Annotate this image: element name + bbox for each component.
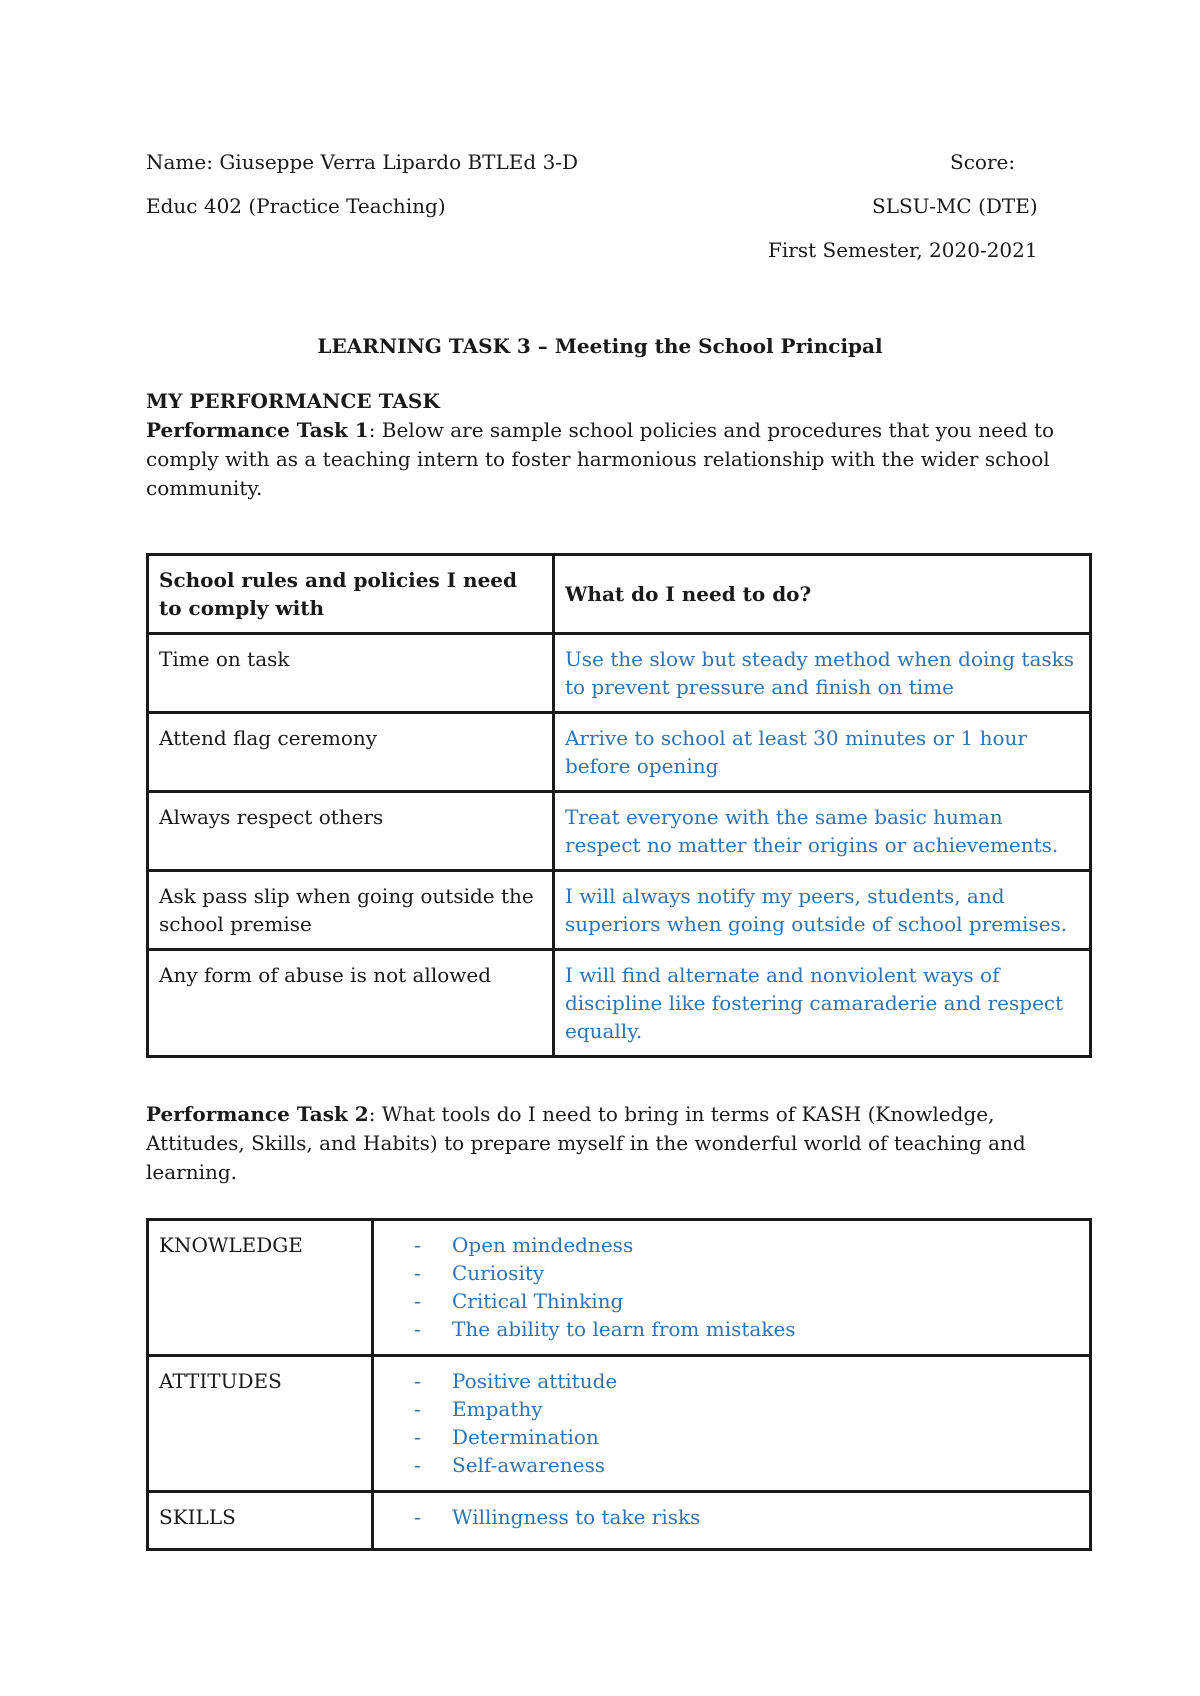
section-heading: MY PERFORMANCE TASK [146,389,440,413]
table-row [148,792,1091,871]
list-item: - Curiosity [414,1259,1079,1287]
score-label: Score: [950,150,1016,174]
task1-label: Performance Task 1 [146,418,369,442]
kash-item-list [414,1231,1079,1343]
task2-paragraph [146,1100,1056,1187]
policy-header-right: What do I need to do? [553,555,1090,634]
kash-items-cell [373,1356,1091,1492]
semester-line: First Semester, 2020-2021 [768,238,1038,262]
kash-item-list [414,1503,1079,1531]
kash-table [146,1218,1092,1551]
kash-items-cell [373,1220,1091,1356]
list-item: - Self-awareness [414,1451,1079,1479]
student-name-line: Name: Giuseppe Verra Lipardo BTLEd 3-D [146,150,579,174]
list-item: - Determination [414,1423,1079,1451]
task1-paragraph [146,416,1056,503]
policy-action: Arrive to school at least 30 minutes or 1 hour before opening [553,713,1090,792]
institution-line: SLSU-MC (DTE) [872,194,1038,218]
table-row [148,1492,1091,1550]
table-row [148,1356,1091,1492]
task2-label: Performance Task 2 [146,1102,369,1126]
list-item: - Open mindedness [414,1231,1079,1259]
list-item: - Willingness to take risks [414,1503,1079,1531]
kash-item-list [414,1367,1079,1479]
task1-text: : Below are sample school policies and procedures that you need to comply with as a teaching intern to foster harmonious relationship with the wider school community. [146,418,1055,500]
table-row [148,1220,1091,1356]
policy-rule: Ask pass slip when going outside the school premise [148,871,554,950]
kash-category: KNOWLEDGE [148,1220,373,1356]
list-item: - The ability to learn from mistakes [414,1315,1079,1343]
policy-table [146,553,1092,1058]
list-item: - Critical Thinking [414,1287,1079,1315]
policy-action: I will find alternate and nonviolent ways of discipline like fostering camaraderie and respect equally. [553,950,1090,1057]
table-row [148,950,1091,1057]
policy-header-left: School rules and policies I need to comply with [148,555,554,634]
kash-category: ATTITUDES [148,1356,373,1492]
list-item: - Positive attitude [414,1367,1079,1395]
policy-rule: Attend flag ceremony [148,713,554,792]
table-row [148,871,1091,950]
task2-text: : What tools do I need to bring in terms of KASH (Knowledge, Attitudes, Skills, and Habits) to prepare myself in the wonderful world of teaching and learning. [146,1102,1026,1184]
policy-action: Treat everyone with the same basic human respect no matter their origins or achievements. [553,792,1090,871]
kash-category: SKILLS [148,1492,373,1550]
list-item: - Empathy [414,1395,1079,1423]
policy-rule: Time on task [148,634,554,713]
policy-action: I will always notify my peers, students, and superiors when going outside of school premises. [553,871,1090,950]
table-row [148,634,1091,713]
kash-items-cell [373,1492,1091,1550]
policy-action: Use the slow but steady method when doing tasks to prevent pressure and finish on time [553,634,1090,713]
table-row [148,713,1091,792]
page-title: LEARNING TASK 3 – Meeting the School Principal [317,334,883,358]
policy-table-header [148,555,1091,634]
policy-rule: Always respect others [148,792,554,871]
policy-rule: Any form of abuse is not allowed [148,950,554,1057]
course-line: Educ 402 (Practice Teaching) [146,194,446,218]
